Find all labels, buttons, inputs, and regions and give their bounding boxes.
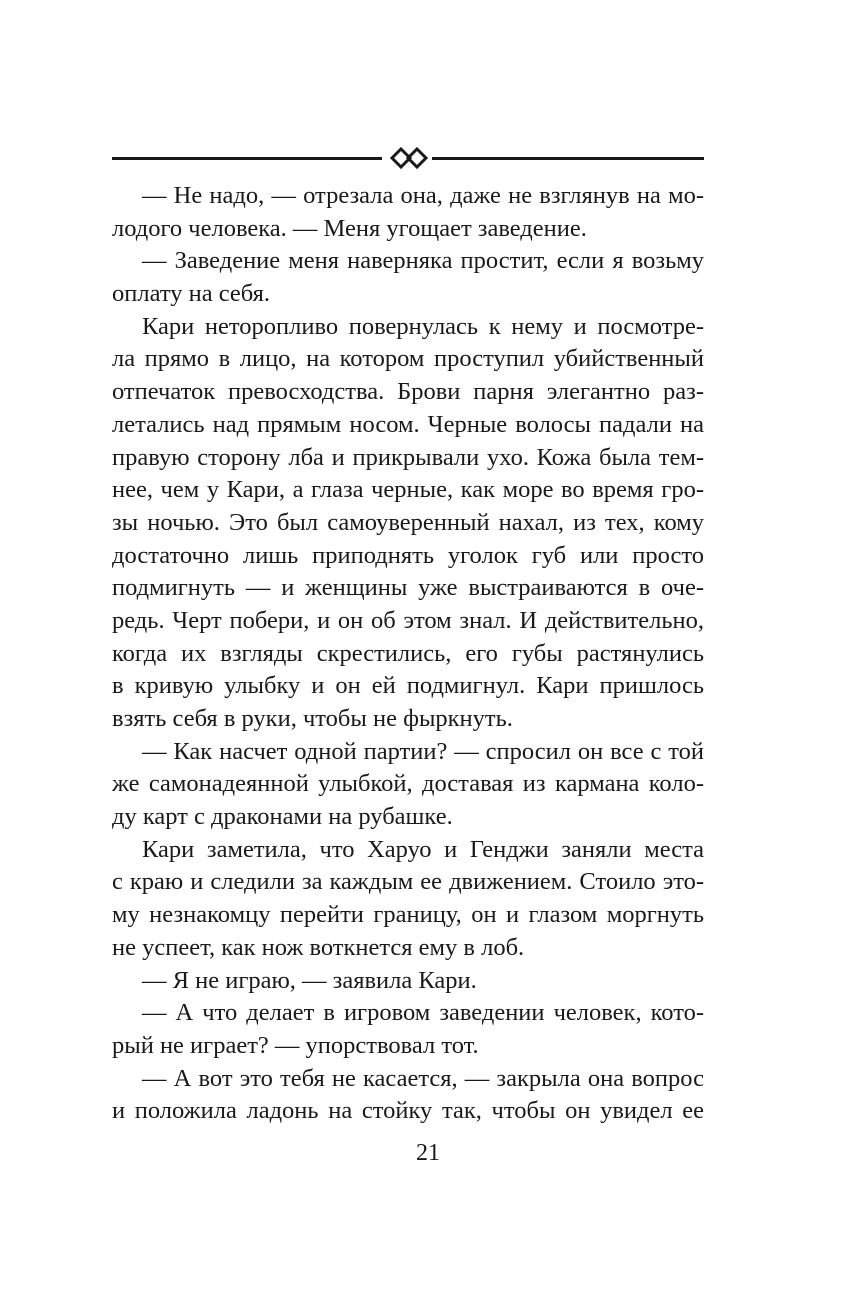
text-line: нее, чем у Кари, а глаза черные, как море во время гро- [112, 476, 704, 504]
text-line: оплату на себя. [112, 280, 270, 308]
text-line: же самонадеянной улыбкой, доставая из кармана коло- [112, 770, 704, 798]
text-line: правую сторону лба и прикрывали ухо. Кожа была тем- [112, 443, 704, 471]
text-line: зы ночью. Это был самоуверенный нахал, из тех, кому [112, 508, 704, 536]
text-line: — Не надо, — отрезала она, даже не взглянув на мо- [142, 182, 704, 209]
text-line: ла прямо в лицо, на котором проступил убийственный [112, 345, 704, 373]
text-line: му незнакомцу перейти границу, он и глазом моргнуть [112, 901, 704, 929]
text-line: не успеет, как нож воткнется ему в лоб. [112, 933, 525, 961]
text-line: подмигнуть — и женщины уже выстраиваются в оче- [112, 574, 704, 602]
text-line: — Как насчет одной партии? — спросил он все с той [142, 737, 704, 765]
text-line: Кари заметила, что Харуо и Генджи заняли места [142, 835, 704, 863]
text-line: — А вот это тебя не касается, — закрыла она вопрос [142, 1064, 704, 1092]
text-line: когда их взгляды скрестились, его губы растянулись [112, 639, 704, 667]
text-line: летались над прямым носом. Черные волосы падали на [112, 410, 704, 438]
ornament-rule-left [112, 157, 382, 160]
page-number: 21 [416, 1140, 440, 1166]
text-line: ду карт с драконами на рубашке. [112, 803, 453, 831]
text-line: — А что делает в игровом заведении человек, кото- [142, 999, 704, 1027]
text-line: рый не играет? — упорствовал тот. [112, 1031, 479, 1059]
text-line: взять себя в руки, чтобы не фыркнуть. [112, 705, 513, 732]
text-line: с краю и следили за каждым ее движением. Стоило это- [112, 868, 704, 896]
text-line: — Заведение меня наверняка простит, если я возьму [142, 247, 704, 275]
body-text [112, 180, 704, 1128]
chapter-ornament [112, 142, 704, 174]
text-line: и положила ладонь на стойку так, чтобы он увидел ее [112, 1097, 704, 1125]
text-line: отпечаток превосходства. Брови парня элегантно раз- [112, 378, 704, 406]
text-line: лодого человека. — Меня угощает заведение. [112, 214, 587, 242]
ornament-rule-right [432, 157, 704, 160]
text-line: Кари неторопливо повернулась к нему и посмотре- [142, 312, 704, 340]
text-line: в кривую улыбку и он ей подмигнул. Кари пришлось [112, 672, 704, 700]
text-line: достаточно лишь приподнять уголок губ или просто [112, 541, 704, 569]
double-diamond-icon [389, 142, 429, 174]
text-line: редь. Черт побери, и он об этом знал. И действительно, [112, 606, 704, 634]
text-line: — Я не играю, — заявила Кари. [142, 966, 477, 994]
